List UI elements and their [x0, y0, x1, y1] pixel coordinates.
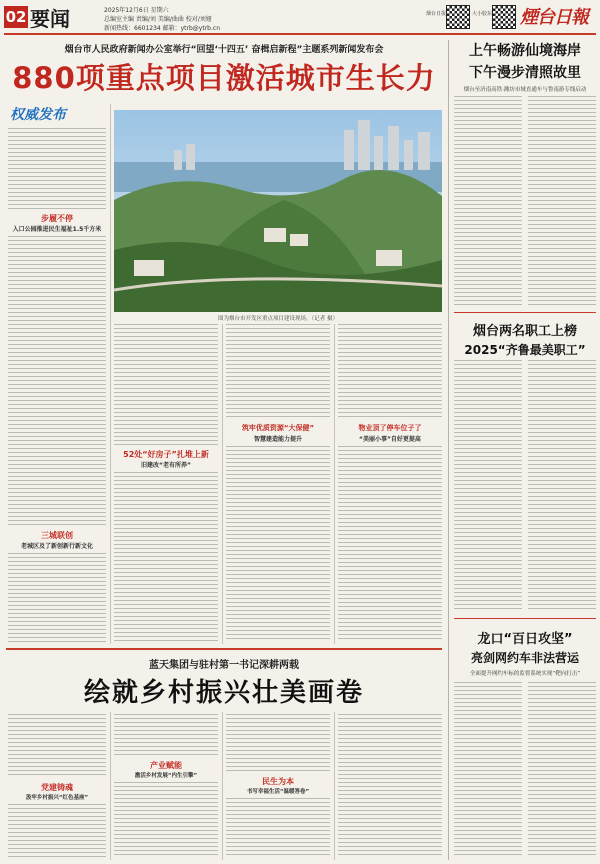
main-col3-text-b	[226, 446, 330, 642]
bottom-subhead-3: 民生为本	[262, 777, 294, 786]
right-3-text	[454, 682, 522, 858]
main-subhead-1: 步履不停	[41, 214, 73, 223]
photo-caption: 图为烟台市开发区重点项目建设现场。（记者 摄）	[218, 316, 338, 322]
main-subhead-3: 三城联创	[41, 531, 73, 540]
right-story-1	[454, 40, 596, 93]
badge-label: 权威发布	[10, 107, 66, 123]
right-2-text	[528, 360, 596, 612]
main-subhead-6: 旧建改“老有所养”	[141, 462, 191, 469]
bottom-col1-text	[8, 804, 106, 858]
right-3-subhead: 全面提升网约车标的监督系统实现“靶向打击”	[469, 671, 581, 677]
main-col4-text-b	[338, 446, 442, 642]
main-col1-text-c	[8, 553, 106, 643]
main-col2-text-a	[114, 324, 218, 446]
main-kicker: 烟台市人民政府新闻办公室举行“回望‘十四五’ 奋楫启新程”主题系列新闻发布会	[64, 45, 384, 55]
authority-badge	[10, 102, 80, 124]
main-subhead-7: 筑牢优质资源“大保健”	[241, 424, 315, 432]
editor-line: 总编室主编 责编/刘 美编/曲曲 校对/刘娅	[104, 16, 212, 23]
column-divider	[110, 712, 111, 860]
right-rule	[454, 312, 596, 313]
right-1-headline-2: 下午漫步清照故里	[469, 65, 581, 81]
section-title: 要闻	[30, 7, 70, 31]
main-subhead-2: 入口公园推进民生福祉1.5千方米	[12, 226, 102, 233]
bottom-kicker: 蓝天集团与驻村第一书记深耕两载	[149, 660, 299, 671]
city-photo-illustration	[114, 110, 442, 312]
main-col1-text-b	[8, 236, 106, 526]
main-subhead-9: 物业顶了停车位子了	[358, 424, 422, 432]
right-3-headline-1: 龙口“百日攻坚”	[477, 632, 573, 647]
qr-code-1	[446, 5, 470, 29]
qr-label-2: 大小胶东	[472, 11, 493, 17]
right-2-headline-1: 烟台两名职工上榜	[472, 324, 577, 339]
column-divider	[222, 712, 223, 860]
right-story-3	[454, 628, 596, 677]
bottom-col1-text	[8, 714, 106, 778]
column-divider	[334, 324, 335, 644]
main-headline: 880项重点项目激活城市生长力	[12, 61, 436, 95]
main-col1-text-a	[8, 128, 106, 210]
right-rule	[454, 618, 596, 619]
bottom-subhead-2b: 激活乡村发展“内生引擎”	[134, 773, 198, 779]
main-col2-text-b	[114, 472, 218, 642]
right-2-text	[454, 360, 522, 612]
bottom-col3-text	[226, 714, 330, 772]
bottom-rule	[6, 648, 442, 650]
main-subhead-8: 智慧建造能力提升	[253, 436, 302, 443]
column-divider	[334, 712, 335, 860]
bottom-headline: 绘就乡村振兴壮美画卷	[83, 678, 364, 708]
column-divider	[222, 324, 223, 644]
bottom-col3-text	[226, 798, 330, 858]
right-1-text	[528, 96, 596, 306]
right-1-headline-1: 上午畅游仙境海岸	[469, 43, 581, 59]
date-line: 2025年12月6日 星期六	[104, 7, 169, 14]
right-3-text	[528, 682, 596, 858]
qr-label-1: 烟台日报	[426, 11, 447, 17]
right-1-text	[454, 96, 522, 306]
section-divider	[448, 40, 449, 860]
bottom-col4-text	[338, 714, 442, 858]
hotline-line: 新闻热线：6601234 邮箱：ytrb@ytrb.cn	[104, 25, 220, 32]
main-subhead-10: “美丽小事”自好更提高	[359, 436, 421, 443]
newspaper-logo: 煙台日報	[520, 7, 588, 28]
page-number-badge	[4, 6, 28, 28]
city-photo	[114, 110, 442, 312]
column-divider	[110, 104, 111, 644]
right-story-2	[454, 320, 596, 358]
masthead-rule	[4, 33, 596, 35]
right-3-headline-2: 亮剑网约车非法营运	[470, 651, 579, 665]
main-col3-text-a	[226, 324, 330, 420]
bottom-col2-text	[114, 782, 218, 858]
bottom-col2-text	[114, 714, 218, 756]
page-number: 02	[5, 8, 27, 26]
bottom-subhead-1b: 汲牢乡村振兴“红色基座”	[25, 795, 89, 801]
main-subhead-5: 52处“好房子”扎堆上新	[123, 450, 209, 459]
right-1-subhead: 烟台至济南高铁·潍坊市域直通车与鲁南游专线启动	[463, 87, 587, 93]
qr-code-2	[492, 5, 516, 29]
main-col4-text-a	[338, 324, 442, 420]
bottom-subhead-1: 党建铸魂	[41, 783, 73, 792]
main-subhead-4: 老城区及了新创新行新文化	[20, 543, 93, 550]
bottom-subhead-3b: 书写幸福生活“温暖答卷”	[246, 789, 310, 795]
bottom-subhead-2: 产业赋能	[150, 761, 182, 770]
masthead	[0, 0, 600, 36]
right-2-headline-2: 2025“齐鲁最美职工”	[464, 343, 586, 357]
